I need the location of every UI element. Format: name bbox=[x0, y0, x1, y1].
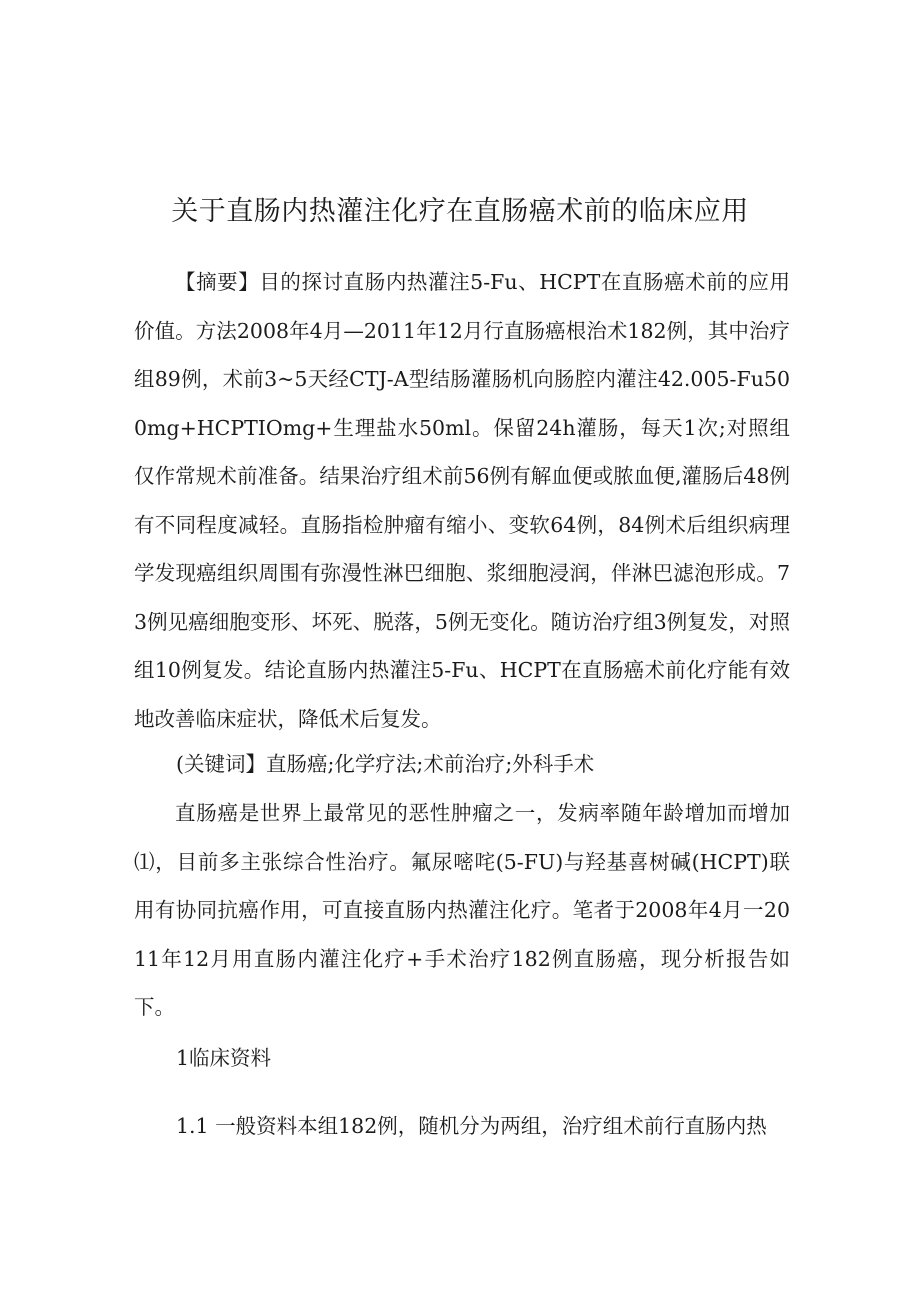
keywords-text: 直肠癌;化学疗法;术前治疗;外科手术 bbox=[266, 752, 595, 776]
abstract-text: 目的探讨直肠内热灌注5-Fu、HCPT在直肠癌术前的应用价值。方法2008年4月—2011年12月行直肠癌根治术182例，其中治疗组89例，术前3~5天经CTJ-A型结肠灌肠机向肠腔内灌注42.005-Fu500mg+HCPTIOmg+生理盐水50ml。保留24h灌肠，每天1次;对照组仅作常规术前准备。结果治疗组术前56例有解血便或脓血便,灌肠后48例有不同程度减轻。直肠指检肿瘤有缩小、变软64例，84例术后组织病理学发现癌组织周围有弥漫性淋巴细胞、浆细胞浸润，伴淋巴滤泡形成。73例见癌细胞变形、坏死、脱落，5例无变化。随访治疗组3例复发，对照组10例复发。结论直肠内热灌注5-Fu、HCPT在直肠癌术前化疗能有效地改善临床症状，降低术后复发。 bbox=[134, 270, 791, 731]
intro-paragraph: 直肠癌是世界上最常见的恶性肿瘤之一，发病率随年龄增加而增加⑴，目前多主张综合性治疗。氟尿嘧咤(5-FU)与羟基喜树碱(HCPT)联用有协同抗癌作用，可直接直肠内热灌注化疗。笔者于2008年4月一2011年12月用直肠内灌注化疗+手术治疗182例直肠癌，现分析报告如下。 bbox=[134, 801, 790, 1019]
abstract-section bbox=[134, 258, 790, 743]
document-title: 关于直肠内热灌注化疗在直肠癌术前的临床应用 bbox=[171, 196, 749, 227]
keywords-line bbox=[176, 740, 594, 789]
section-1-1-paragraph: 1.1 一般资料本组182例，随机分为两组，治疗组术前行直肠内热 bbox=[176, 1114, 767, 1138]
intro-section bbox=[134, 789, 790, 1032]
abstract-label: 【摘要】 bbox=[175, 270, 260, 294]
section-heading-clinical-data: 1临床资料 bbox=[176, 1046, 272, 1070]
keywords-label: (关键词】 bbox=[176, 752, 266, 776]
abstract-paragraph bbox=[134, 258, 790, 743]
